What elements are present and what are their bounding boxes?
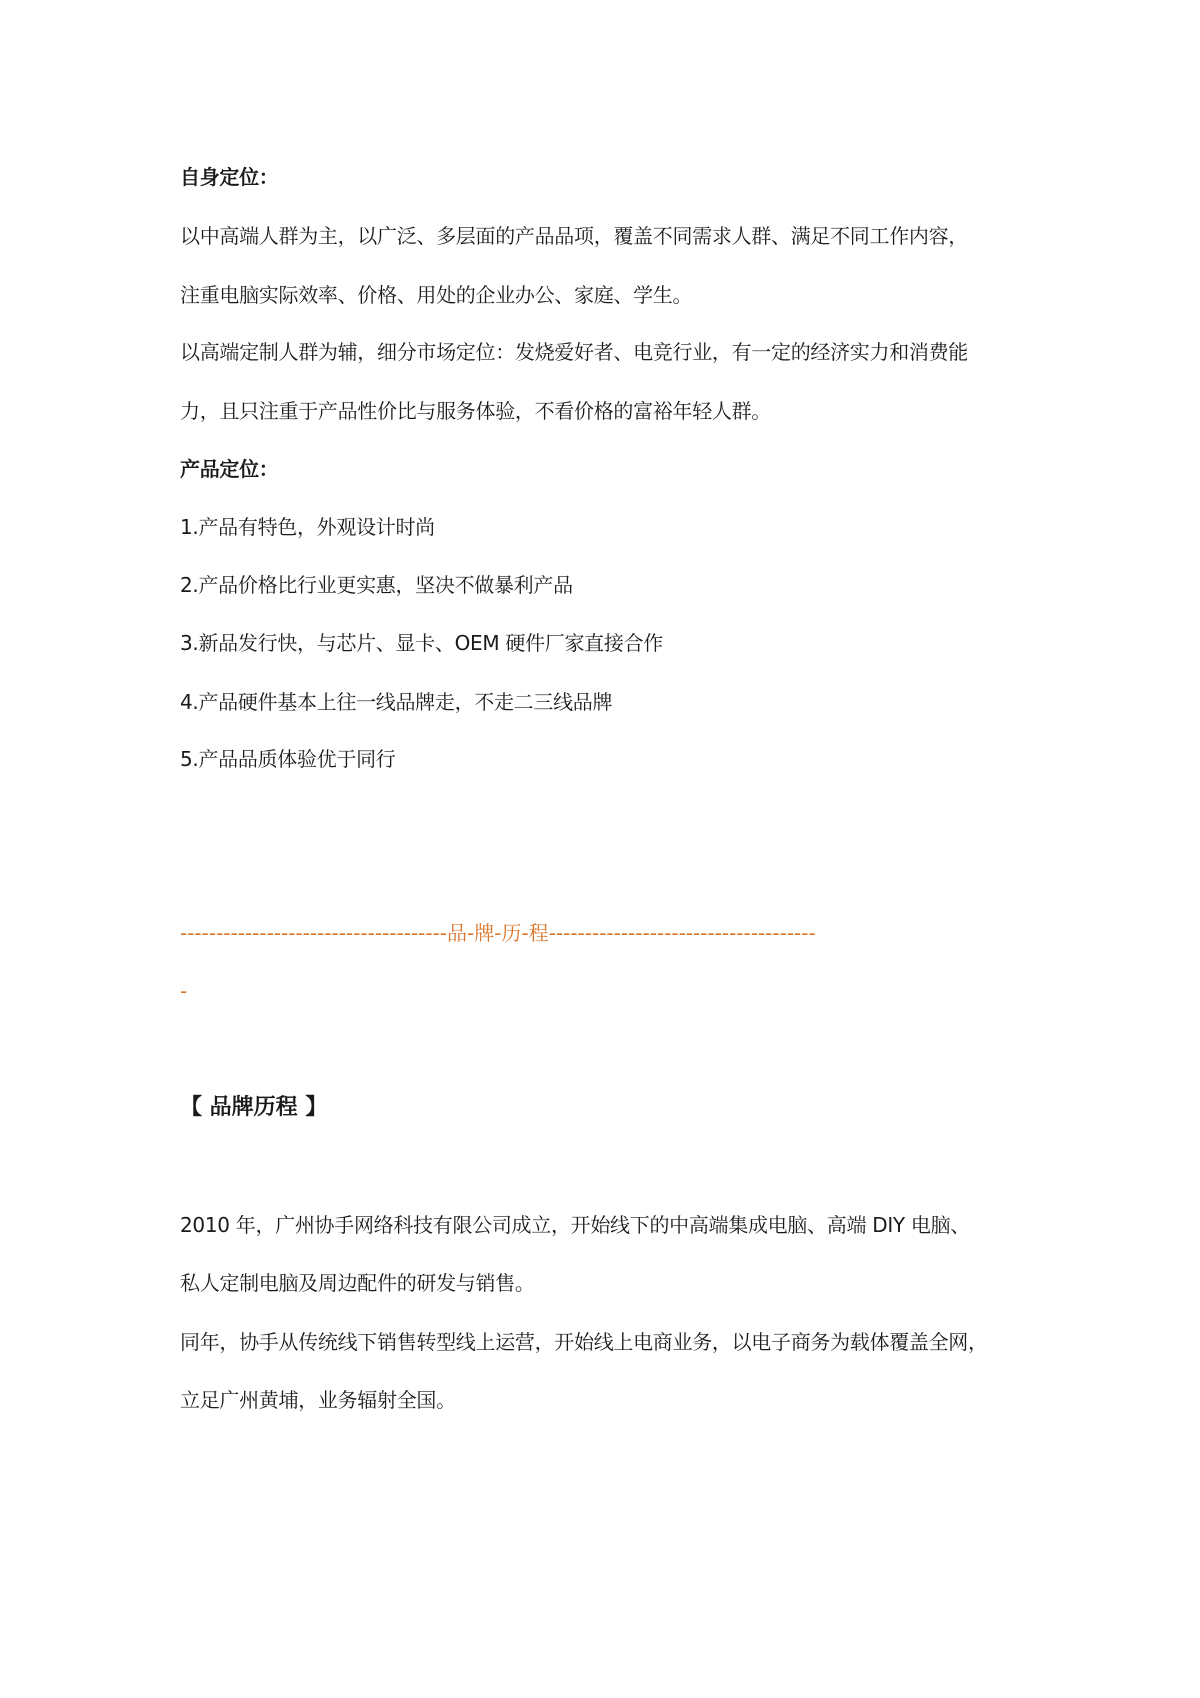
list-item: 2.产品价格比行业更实惠，坚决不做暴利产品: [180, 573, 573, 597]
brand-history-title: 【 品牌历程 】: [180, 1095, 328, 1120]
list-item: 5.产品品质体验优于同行: [180, 747, 396, 771]
paragraph-line: 以中高端人群为主，以广泛、多层面的产品品项，覆盖不同需求人群、满足不同工作内容，: [180, 224, 968, 248]
list-item: 1.产品有特色，外观设计时尚: [180, 515, 435, 539]
paragraph-line: 2010 年，广州协手网络科技有限公司成立，开始线下的中高端集成电脑、高端 DIY 电脑、: [180, 1213, 970, 1237]
paragraph-line: 以高端定制人群为辅，细分市场定位：发烧爱好者、电竞行业，有一定的经济实力和消费能: [180, 340, 968, 364]
list-item: 3.新品发行快，与芯片、显卡、OEM 硬件厂家直接合作: [180, 631, 663, 655]
divider-tail: -: [180, 979, 188, 1003]
self-positioning-heading: 自身定位：: [180, 165, 279, 189]
brand-history-divider: -------------------------------------品-牌-历-程-------------------------------------: [180, 921, 816, 945]
paragraph-line: 立足广州黄埔，业务辐射全国。: [180, 1388, 456, 1412]
list-item: 4.产品硬件基本上往一线品牌走，不走二三线品牌: [180, 690, 613, 714]
paragraph-line: 同年，协手从传统线下销售转型线上运营，开始线上电商业务，以电子商务为载体覆盖全网，: [180, 1330, 988, 1354]
paragraph-line: 力，且只注重于产品性价比与服务体验，不看价格的富裕年轻人群。: [180, 399, 771, 423]
paragraph-line: 注重电脑实际效率、价格、用处的企业办公、家庭、学生。: [180, 283, 693, 307]
paragraph-line: 私人定制电脑及周边配件的研发与销售。: [180, 1271, 535, 1295]
product-positioning-heading: 产品定位：: [180, 457, 279, 481]
